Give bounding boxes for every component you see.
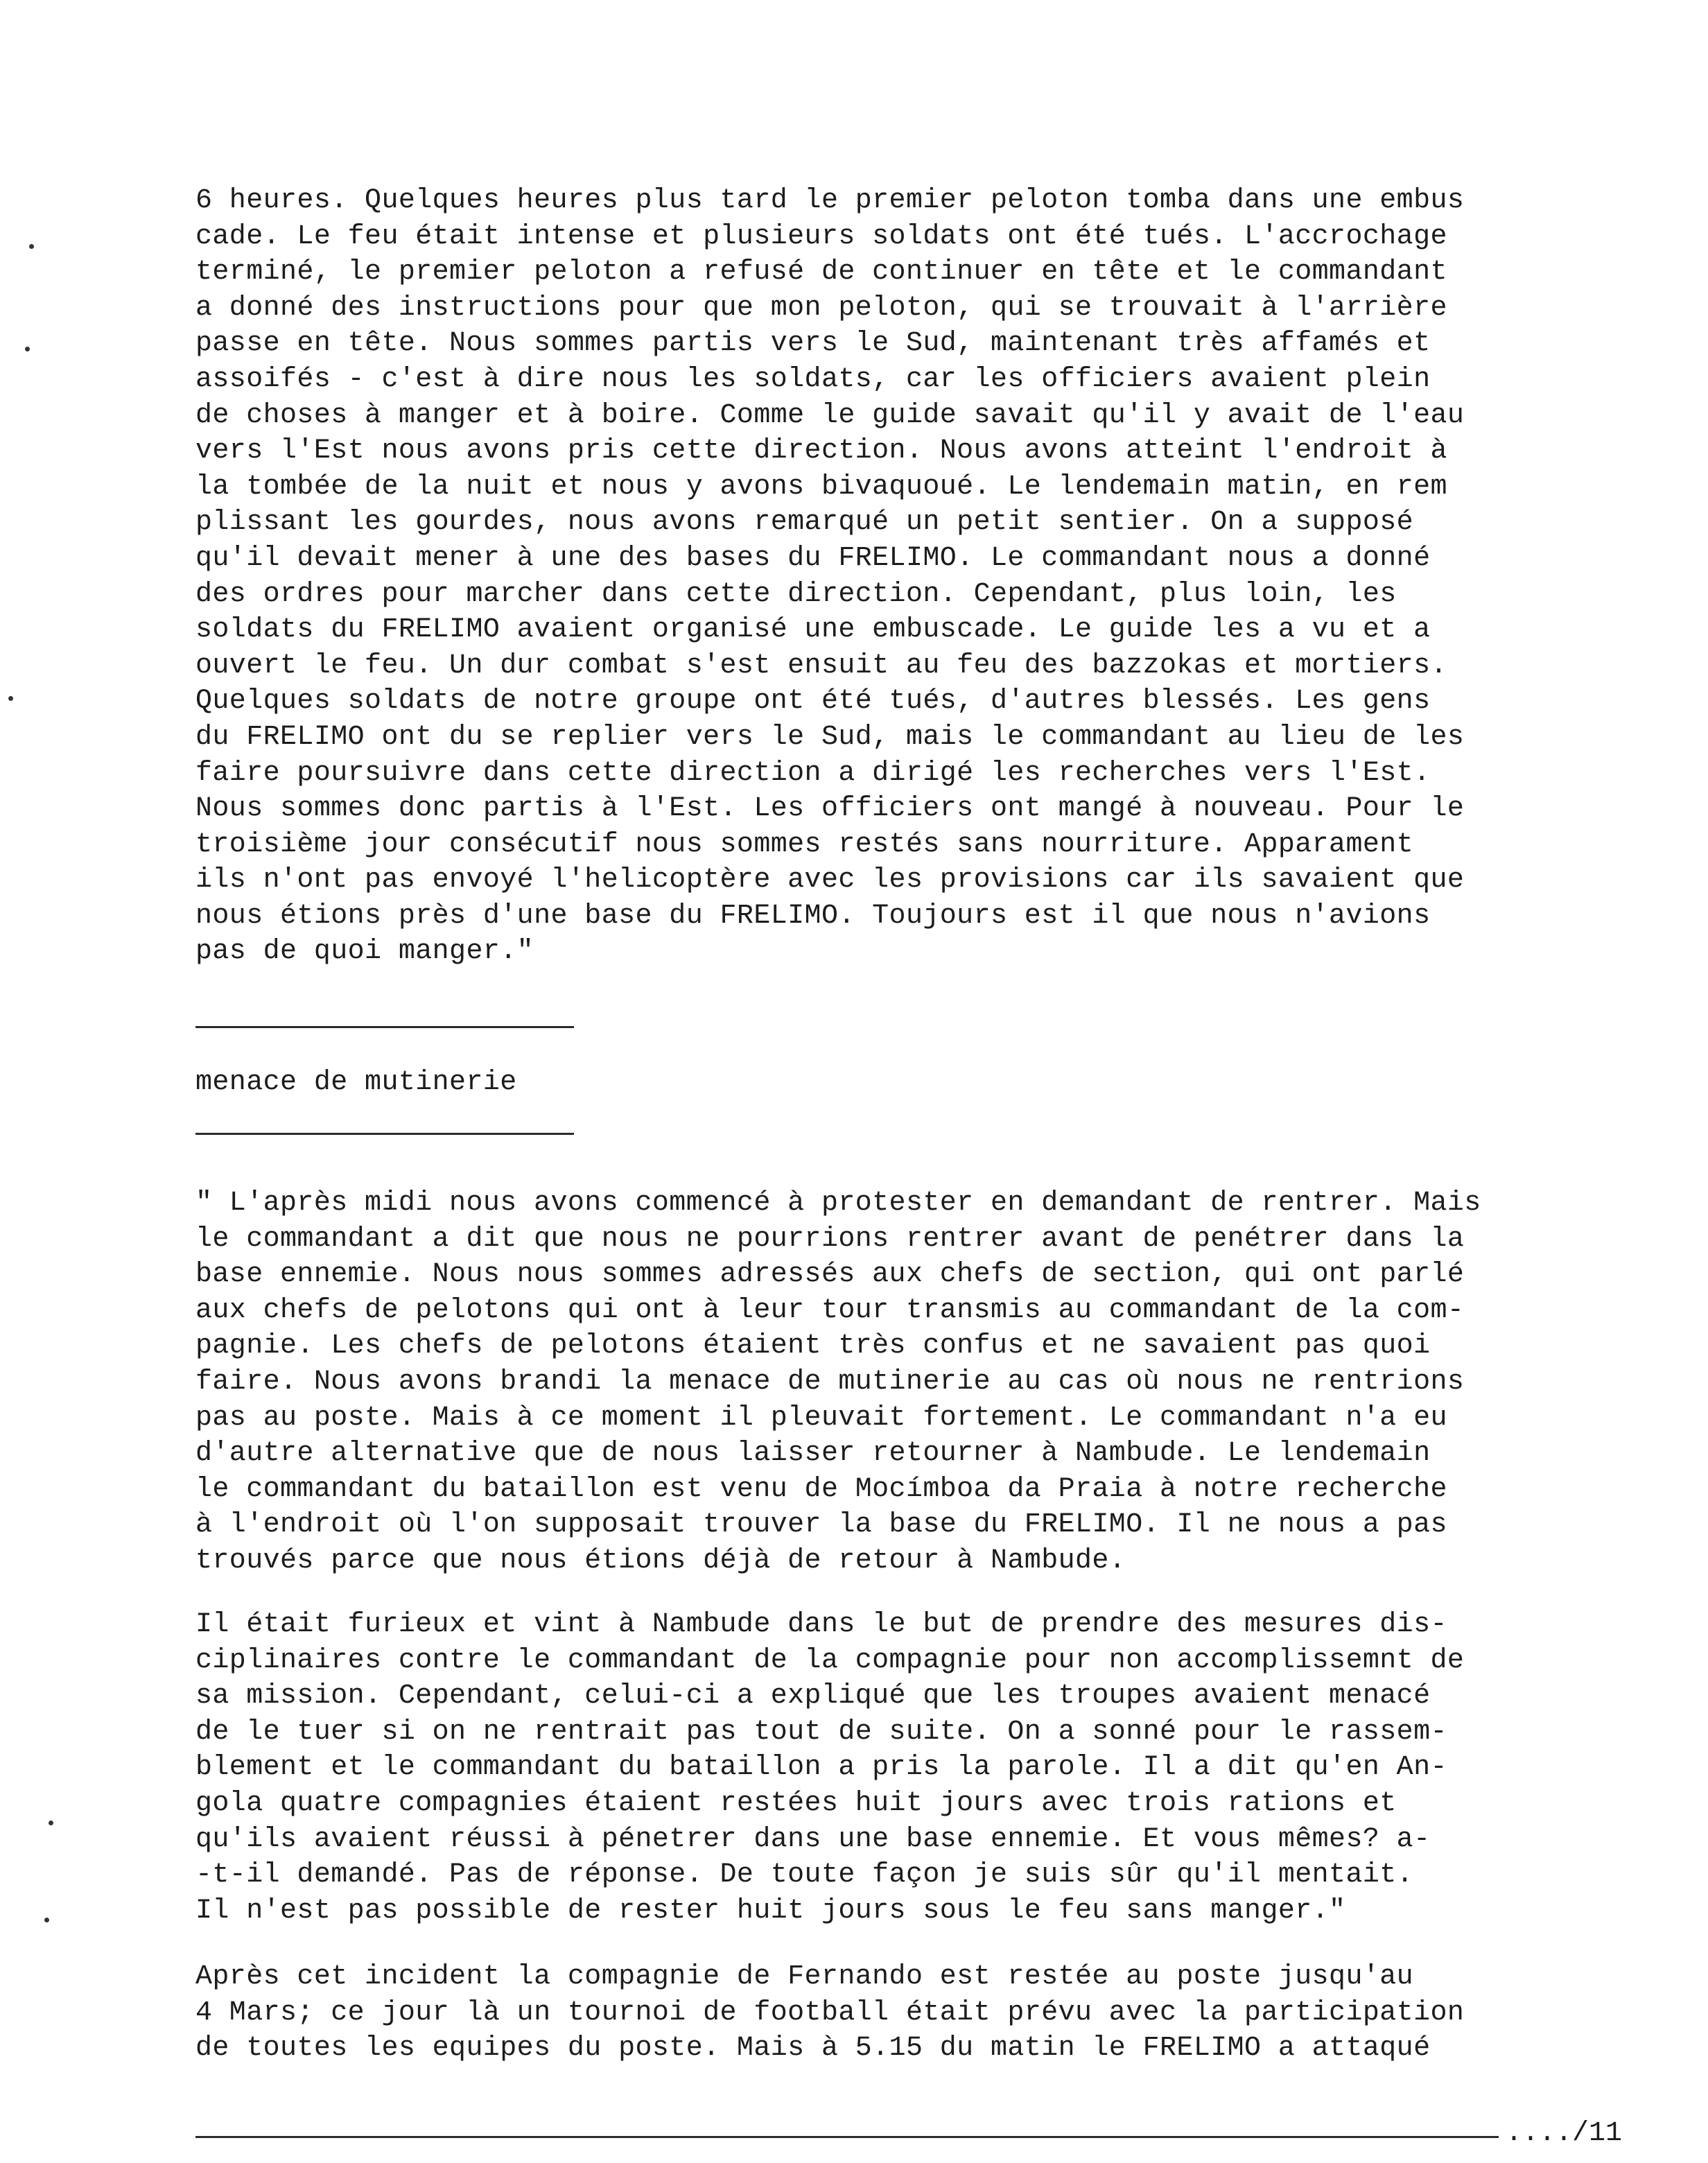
text-line: de le tuer si on ne rentrait pas tout de suite. On a sonné pour le rassem- [195,1716,1447,1748]
paragraph-2 [195,1185,1637,1579]
text-line: Il était furieux et vint à Nambude dans le but de prendre des mesures dis- [195,1609,1447,1640]
text-line: assoifés - c'est à dire nous les soldats, car les officiers avaient plein [195,363,1431,395]
text-line: le commandant a dit que nous ne pourrions rentrer avant de penétrer dans la [195,1223,1465,1255]
heading-rule-top [195,1026,574,1028]
text-line: base ennemie. Nous nous sommes adressés aux chefs de section, qui ont parlé [195,1259,1465,1291]
text-line: aux chefs de pelotons qui ont à leur tour transmis au commandant de la com- [195,1294,1465,1326]
text-line: pagnie. Les chefs de pelotons étaient très confus et ne savaient pas quoi [195,1330,1431,1362]
text-line: qu'ils avaient réussi à pénetrer dans une base ennemie. Et vous mêmes? a- [195,1823,1431,1855]
scan-speck [49,1821,53,1825]
text-line: Quelques soldats de notre groupe ont été tués, d'autres blessés. Les gens [195,686,1431,718]
text-line: du FRELIMO ont du se replier vers le Sud, mais le commandant au lieu de les [195,721,1465,753]
text-line: ciplinaires contre le commandant de la compagnie pour non accomplissemnt de [195,1644,1465,1676]
scan-speck [25,347,30,351]
text-line: Après cet incident la compagnie de Fernando est restée au poste jusqu'au [195,1961,1414,1992]
text-line: ils n'ont pas envoyé l'helicoptère avec les provisions car ils savaient que [195,865,1465,896]
text-line: sa mission. Cependant, celui-ci a expliqué que les troupes avaient menacé [195,1680,1431,1712]
text-line: nous étions près d'une base du FRELIMO. Toujours est il que nous n'avions [195,900,1431,932]
text-line: vers l'Est nous avons pris cette direction. Nous avons atteint l'endroit à [195,435,1447,467]
text-line: le commandant du bataillon est venu de Mocímboa da Praia à notre recherche [195,1473,1447,1505]
text-line: troisième jour consécutif nous sommes restés sans nourriture. Apparament [195,828,1414,860]
text-line: d'autre alternative que de nous laisser retourner à Nambude. Le lendemain [195,1438,1431,1470]
text-line: pas au poste. Mais à ce moment il pleuvait fortement. Le commandant n'a eu [195,1402,1447,1434]
text-line: de toutes les equipes du poste. Mais à 5.15 du matin le FRELIMO a attaqué [195,2033,1431,2065]
scan-speck [44,1918,49,1922]
text-line: faire poursuivre dans cette direction a dirigé les recherches vers l'Est. [195,757,1431,789]
text-line: des ordres pour marcher dans cette direction. Cependant, plus loin, les [195,578,1397,610]
text-line: faire. Nous avons brandi la menace de mutinerie au cas où nous ne rentrions [195,1366,1465,1398]
text-line: la tombée de la nuit et nous y avons bivaquoué. Le lendemain matin, en rem [195,471,1447,503]
heading-rule-bottom [195,1133,574,1135]
text-line: 6 heures. Quelques heures plus tard le premier peloton tomba dans une embus [195,185,1465,216]
continuation-marker: ..../11 [1506,2118,1623,2149]
scan-speck [8,696,13,701]
paragraph-1 [195,183,1637,970]
text-line: 4 Mars; ce jour là un tournoi de football était prévu avec la participation [195,1997,1465,2029]
text-line: pas de quoi manger." [195,936,534,968]
paragraph-4 [195,1959,1637,2067]
text-line: soldats du FRELIMO avaient organisé une embuscade. Le guide les a vu et a [195,614,1431,646]
text-line: ouvert le feu. Un dur combat s'est ensuit au feu des bazzokas et mortiers. [195,650,1447,681]
scan-speck [29,244,34,249]
text-line: passe en tête. Nous sommes partis vers le Sud, maintenant très affamés et [195,328,1431,360]
text-line: trouvés parce que nous étions déjà de retour à Nambude. [195,1545,1126,1576]
text-line: -t-il demandé. Pas de réponse. De toute façon je suis sûr qu'il mentait. [195,1859,1414,1891]
text-line: à l'endroit où l'on supposait trouver la base du FRELIMO. Il ne nous a pas [195,1509,1447,1541]
text-line: blement et le commandant du bataillon a pris la parole. Il a dit qu'en An- [195,1752,1447,1784]
text-line: plissant les gourdes, nous avons remarqué un petit sentier. On a supposé [195,507,1414,539]
text-line: a donné des instructions pour que mon peloton, qui se trouvait à l'arrière [195,292,1447,324]
text-line: terminé, le premier peloton a refusé de continuer en tête et le commandant [195,257,1447,288]
text-line: qu'il devait mener à une des bases du FRELIMO. Le commandant nous a donné [195,542,1431,574]
footer-rule [195,2136,1499,2138]
text-line: cade. Le feu était intense et plusieurs soldats ont été tués. L'accrochage [195,220,1447,252]
paragraph-3 [195,1607,1637,1929]
text-line: " L'après midi nous avons commencé à protester en demandant de rentrer. Mais [195,1188,1481,1219]
text-line: Nous sommes donc partis à l'Est. Les officiers ont mangé à nouveau. Pour le [195,793,1465,825]
text-line: Il n'est pas possible de rester huit jours sous le feu sans manger." [195,1895,1346,1927]
text-line: de choses à manger et à boire. Comme le guide savait qu'il y avait de l'eau [195,399,1465,431]
text-line: gola quatre compagnies étaient restées huit jours avec trois rations et [195,1787,1397,1819]
section-heading: menace de mutinerie [195,1067,517,1098]
